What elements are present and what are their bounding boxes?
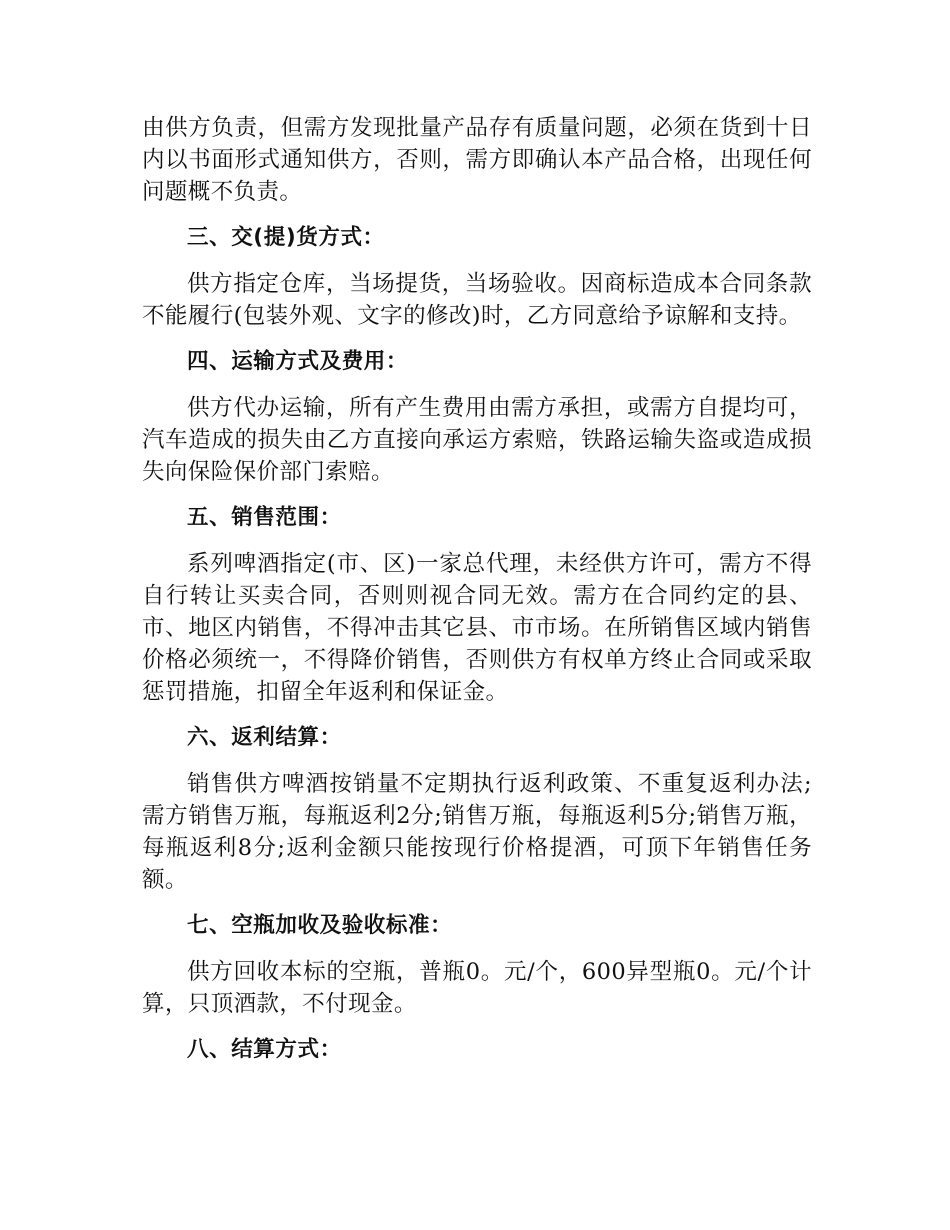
heading-settlement-method: 八、结算方式： (187, 1037, 342, 1062)
heading-delivery-method: 三、交(提)货方式： (187, 225, 385, 250)
heading-rebate-settlement: 六、返利结算： (187, 725, 342, 750)
heading-transport-cost: 四、运输方式及费用： (187, 349, 409, 374)
paragraph-delivery-method: 供方指定仓库，当场提货，当场验收。因商标造成本合同条款不能履行(包装外观、文字的修改)时，乙方同意给予谅解和支持。 (142, 271, 812, 329)
paragraph-quality-liability: 由供方负责，但需方发现批量产品存有质量问题，必须在货到十日内以书面形式通知供方，否则，需方即确认本产品合格，出现任何问题概不负责。 (142, 115, 812, 205)
document-body (142, 112, 812, 1066)
heading-sales-scope: 五、销售范围： (187, 505, 342, 530)
paragraph-empty-bottle-standard: 供方回收本标的空瓶，普瓶0。元/个，600异型瓶0。元/个计算，只顶酒款，不付现金。 (142, 959, 812, 1017)
paragraph-sales-scope: 系列啤酒指定(市、区)一家总代理，未经供方许可，需方不得自行转让买卖合同，否则则视合同无效。需方在合同约定的县、市、地区内销售，不得冲击其它县、市市场。在所销售区域内销售价格必须统一，不得降价销售，否则供方有权单方终止合同或采取惩罚措施，扣留全年返利和保证金。 (142, 551, 812, 705)
paragraph-rebate-settlement: 销售供方啤酒按销量不定期执行返利政策、不重复返利办法;需方销售万瓶，每瓶返利2分;销售万瓶，每瓶返利5分;销售万瓶，每瓶返利8分;返利金额只能按现行价格提酒，可顶下年销售任务额。 (142, 771, 812, 893)
heading-empty-bottle-standard: 七、空瓶加收及验收标准： (187, 913, 453, 938)
paragraph-transport-cost: 供方代办运输，所有产生费用由需方承担，或需方自提均可，汽车造成的损失由乙方直接向承运方索赔，铁路运输失盗或造成损失向保险保价部门索赔。 (142, 395, 812, 485)
